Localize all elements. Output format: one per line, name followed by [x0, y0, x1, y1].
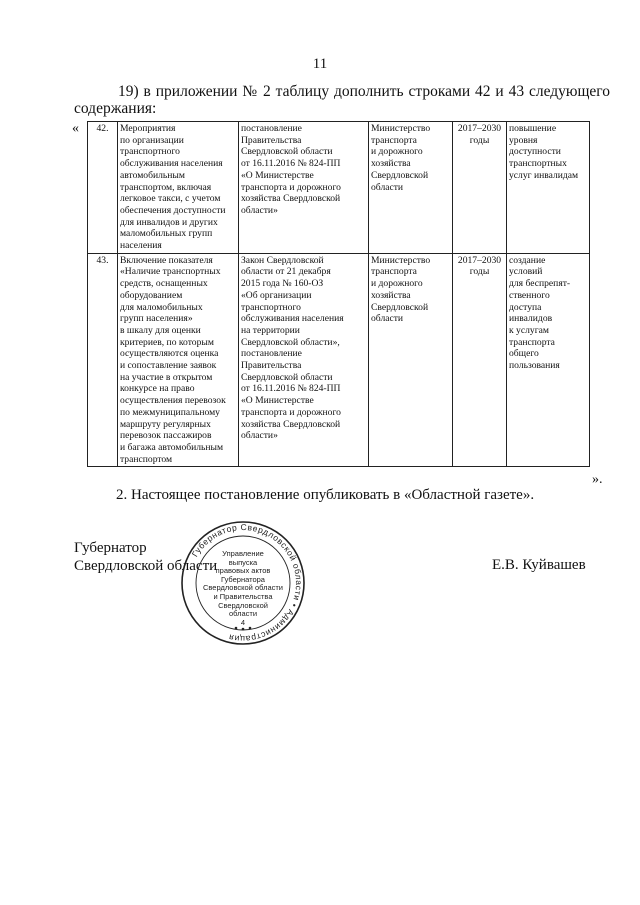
- cell-text-line: повышение: [509, 123, 557, 134]
- cell-text-line: Свердловской области»,: [241, 336, 340, 348]
- intro-paragraph: [74, 83, 610, 117]
- paragraph-2: 2. Настоящее постановление опубликовать в «Областной газете».: [116, 487, 535, 503]
- cell-text-line: транспорта и дорожного: [241, 181, 341, 193]
- cell-text-line: годы: [469, 266, 490, 278]
- seal-inner-line: области: [228, 609, 258, 619]
- cell-text-line: маршруту регулярных: [120, 418, 211, 430]
- cell-text-line: групп населения»: [120, 313, 193, 325]
- cell-text-line: транспорта: [371, 266, 417, 278]
- cell-text-line: перевозок пассажиров: [120, 430, 212, 442]
- seal-ring-text: Губернатор Свердловской области • Администрация: [189, 521, 305, 645]
- measures-table: [87, 121, 590, 467]
- cell-text-line: маломобильных групп: [120, 228, 213, 240]
- cell-text-line: осуществления перевозок: [120, 395, 226, 407]
- signature-name: Е.В. Куйвашев: [492, 557, 586, 573]
- cell-text-line: и дорожного: [371, 278, 423, 290]
- period-cell: [453, 253, 507, 467]
- period-cell: [453, 122, 507, 254]
- cell-text-line: хозяйства: [371, 158, 411, 170]
- table-row: [88, 122, 590, 254]
- cell-text-line: «Об организации: [241, 289, 312, 301]
- cell-text-line: средств, оснащенных: [120, 278, 208, 290]
- cell-text-line: обслуживания населения: [241, 313, 344, 325]
- cell-text-line: критериев, по которым: [120, 336, 214, 348]
- cell-text-line: условий: [509, 266, 543, 278]
- cell-text-line: уровня: [509, 134, 538, 146]
- cell-text-line: Министерство: [371, 254, 431, 266]
- cell-text-line: 43.: [96, 254, 109, 266]
- cell-text-line: осуществляются оценка: [120, 348, 219, 360]
- cell-text-line: «О Министерстве: [241, 169, 314, 181]
- cell-text-line: Правительства: [241, 134, 302, 146]
- cell-text-line: обслуживания населения: [120, 158, 223, 170]
- cell-text-line: автомобильным: [120, 169, 185, 181]
- cell-text-line: 2017–2030: [457, 254, 502, 266]
- cell-text-line: доступности: [509, 146, 561, 158]
- cell-text-line: в шкалу для оценки: [120, 324, 201, 336]
- cell-text-line: транспортных: [509, 158, 567, 170]
- cell-text-line: области»: [241, 430, 278, 442]
- seal-inner-line: 4: [240, 617, 246, 627]
- cell-text-line: «Наличие транспортных: [120, 266, 221, 278]
- seal-inner-line: Управление: [222, 549, 264, 558]
- cell-text-line: Министерство: [371, 123, 431, 134]
- cell-text-line: на участие в открытом: [120, 371, 213, 383]
- quote-open: «: [72, 121, 79, 136]
- table-body: [88, 122, 590, 467]
- cell-text-line: на территории: [241, 324, 300, 336]
- cell-text-line: годы: [469, 134, 490, 146]
- seal-inner-line: и Правительства: [213, 591, 273, 601]
- page-number: 11: [312, 56, 328, 72]
- expected-result-cell: [507, 253, 590, 467]
- cell-text-line: постановление: [241, 123, 302, 134]
- row-number-cell: [88, 253, 118, 467]
- cell-text-line: хозяйства Свердловской: [241, 418, 341, 430]
- measure-cell: [118, 253, 239, 467]
- cell-text-line: услуг инвалидам: [509, 169, 579, 181]
- cell-text-line: транспортного: [120, 146, 180, 158]
- cell-text-line: оборудованием: [120, 289, 183, 301]
- cell-text-line: для инвалидов и других: [120, 216, 218, 228]
- cell-text-line: и багажа автомобильным: [120, 441, 224, 453]
- signature-title-line1: Губернатор: [74, 540, 147, 556]
- cell-text-line: от 16.11.2016 № 824-ПП: [241, 383, 341, 395]
- cell-text-line: Мероприятия: [120, 123, 176, 134]
- seal-inner-line: Губернатора: [221, 574, 265, 584]
- cell-text-line: и дорожного: [371, 146, 423, 158]
- legal-document-cell: [239, 253, 369, 467]
- cell-text-line: инвалидов: [509, 313, 553, 325]
- cell-text-line: области»: [241, 204, 278, 216]
- cell-text-line: хозяйства: [371, 289, 411, 301]
- cell-text-line: конкурсе на право: [120, 383, 195, 395]
- cell-text-line: 2017–2030: [457, 123, 502, 134]
- cell-text-line: по межмуниципальному: [120, 406, 220, 418]
- cell-text-line: транспорта: [509, 336, 555, 348]
- cell-text-line: Включение показателя: [120, 254, 213, 266]
- cell-text-line: от 16.11.2016 № 824-ПП: [241, 158, 341, 170]
- cell-text-line: по организации: [120, 134, 184, 146]
- cell-text-line: и сопоставление заявок: [120, 360, 217, 372]
- cell-text-line: для беспрепят-: [509, 278, 571, 290]
- cell-text-line: для маломобильных: [120, 301, 203, 313]
- cell-text-line: области: [371, 313, 404, 325]
- table-row: [88, 253, 590, 467]
- cell-text-line: постановление: [241, 348, 302, 360]
- expected-result-cell: [507, 122, 590, 254]
- signature-title-line2: Свердловской области: [74, 558, 218, 574]
- cell-text-line: Свердловской области: [241, 371, 333, 383]
- cell-text-line: населения: [120, 240, 162, 252]
- cell-text-line: Свердловской области: [241, 146, 333, 158]
- measure-cell: [118, 122, 239, 254]
- cell-text-line: обеспечения доступности: [120, 204, 226, 216]
- seal-inner-line: Свердловской: [218, 600, 268, 610]
- executor-cell: [369, 122, 453, 254]
- executor-cell: [369, 253, 453, 467]
- cell-text-line: области от 21 декабря: [241, 266, 331, 278]
- cell-text-line: транспорта и дорожного: [241, 406, 341, 418]
- row-number-cell: [88, 122, 118, 254]
- cell-text-line: транспортом, включая: [120, 181, 212, 193]
- cell-text-line: «О Министерстве: [241, 395, 314, 407]
- cell-text-line: Закон Свердловской: [241, 254, 324, 266]
- seal-inner-line: выпуска: [228, 557, 258, 567]
- cell-text-line: к услугам: [509, 324, 549, 336]
- seal-inner-text: [180, 550, 306, 627]
- cell-text-line: Свердловской: [371, 169, 429, 181]
- seal-inner-line: правовых актов: [215, 566, 271, 576]
- seal-inner-line: Свердловской области: [202, 583, 283, 593]
- cell-text-line: общего: [509, 348, 539, 360]
- cell-text-line: пользования: [509, 360, 560, 372]
- legal-document-cell: [239, 122, 369, 254]
- cell-text-line: области: [371, 181, 404, 193]
- cell-text-line: транспортного: [241, 301, 301, 313]
- cell-text-line: доступа: [509, 301, 542, 313]
- cell-text-line: создание: [509, 254, 546, 266]
- cell-text-line: хозяйства Свердловской: [241, 193, 341, 205]
- cell-text-line: 42.: [96, 123, 109, 134]
- cell-text-line: легковое такси, с учетом: [120, 193, 221, 205]
- cell-text-line: 2015 года № 160-ОЗ: [241, 278, 324, 290]
- cell-text-line: ственного: [509, 289, 550, 301]
- cell-text-line: транспорта: [371, 134, 417, 146]
- intro-text: 19) в приложении № 2 таблицу дополнить строками 42 и 43 следующего содержания:: [74, 83, 610, 117]
- cell-text-line: Свердловской: [371, 301, 429, 313]
- cell-text-line: транспортом: [120, 453, 173, 465]
- quote-close: ».: [592, 472, 603, 487]
- cell-text-line: Правительства: [241, 360, 302, 372]
